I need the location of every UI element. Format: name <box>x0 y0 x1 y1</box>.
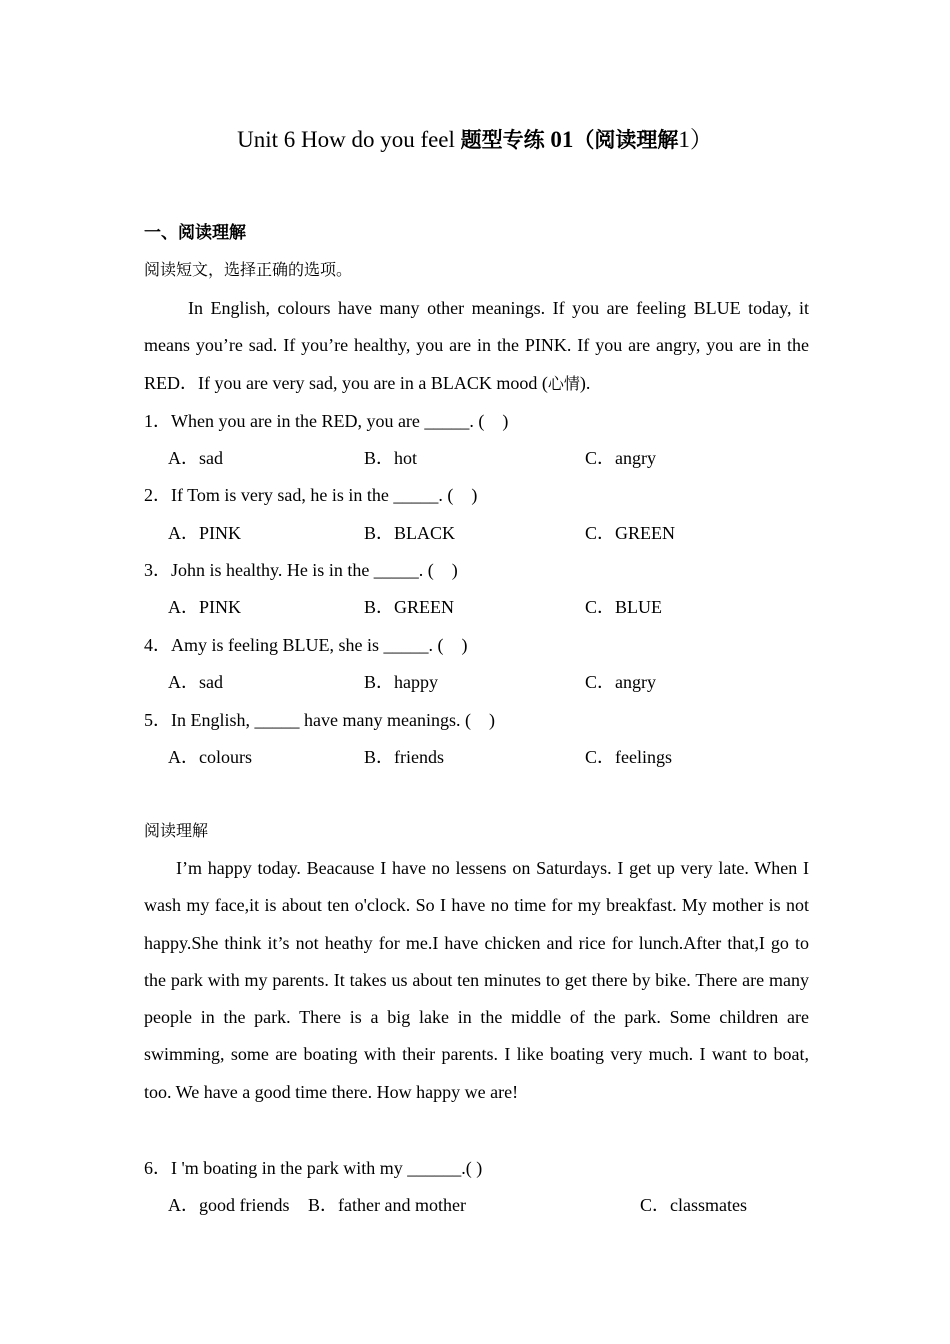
passage-1-text-end: ). <box>579 372 591 393</box>
question-2-option-a[interactable]: A．PINK <box>168 523 242 543</box>
question-2-option-c[interactable]: C．GREEN <box>585 523 675 543</box>
question-5-option-b[interactable]: B．friends <box>364 747 444 767</box>
passage-1-chinese-gloss: 心情 <box>547 373 580 393</box>
question-1-option-c[interactable]: C．angry <box>585 448 656 468</box>
question-5: 5．In English, _____ have many meanings. ( ) <box>144 710 495 730</box>
question-6-option-b[interactable]: B．father and mother <box>308 1195 466 1215</box>
question-2: 2．If Tom is very sad, he is in the _____. ( ) <box>144 485 478 505</box>
title-chinese: 题型专练 <box>460 128 545 152</box>
question-4-option-a[interactable]: A．sad <box>168 672 223 692</box>
question-1: 1．When you are in the RED, you are _____. ( ) <box>144 411 509 431</box>
passage-1-text: In English, colours have many other meanings. If you are feeling BLUE today, it means you’re sad. If you’re healthy, you are in the PINK. If you are angry, you are in the RED．If you are very sad, you are in a BLACK mood ( <box>144 298 809 393</box>
question-2-option-b[interactable]: B．BLACK <box>364 523 456 543</box>
question-6: 6．I 'm boating in the park with my ______.( ) <box>144 1158 483 1178</box>
question-4: 4．Amy is feeling BLUE, she is _____. ( ) <box>144 635 468 655</box>
title-english: Unit 6 How do you feel <box>237 127 455 152</box>
title-number: 01 <box>550 127 574 152</box>
reading-passage-1 <box>144 290 809 402</box>
question-3-option-a[interactable]: A．PINK <box>168 597 242 617</box>
question-3-option-c[interactable]: C．BLUE <box>585 597 663 617</box>
page-title <box>0 124 950 156</box>
reading-passage-2: I’m happy today. Beacause I have no lessens on Saturdays. I get up very late. When I wash my face,it is about ten o'clock. So I have no time for my breakfast. My mother is not happy.She think it’s not heathy for me.I have chicken and rice for lunch.After that,I go to the park with my parents. It takes us about ten minutes to get there by bike. There are many people in the park. There is a big lake in the middle of the park. Some children are swimming, some are boating with their parents. I like boating very much. I want to boat, too. We have a good time there. How happy we are! <box>144 858 809 1102</box>
question-6-option-a[interactable]: A．good friends <box>168 1195 290 1215</box>
title-suffix: 1） <box>678 127 713 152</box>
title-chinese-paren: （阅读理解 <box>573 128 679 152</box>
section-heading: 一、阅读理解 <box>144 223 246 243</box>
section-instruction: 阅读短文，选择正确的选项。 <box>144 260 353 279</box>
section-2-heading: 阅读理解 <box>144 821 209 840</box>
question-1-option-b[interactable]: B．hot <box>364 448 418 468</box>
question-3-option-b[interactable]: B．GREEN <box>364 597 454 617</box>
question-5-option-c[interactable]: C．feelings <box>585 747 672 767</box>
question-5-option-a[interactable]: A．colours <box>168 747 252 767</box>
question-3: 3．John is healthy. He is in the _____. ( ) <box>144 560 458 580</box>
question-1-option-a[interactable]: A．sad <box>168 448 223 468</box>
question-4-option-b[interactable]: B．happy <box>364 672 438 692</box>
question-6-option-c[interactable]: C．classmates <box>640 1195 747 1215</box>
question-4-option-c[interactable]: C．angry <box>585 672 656 692</box>
